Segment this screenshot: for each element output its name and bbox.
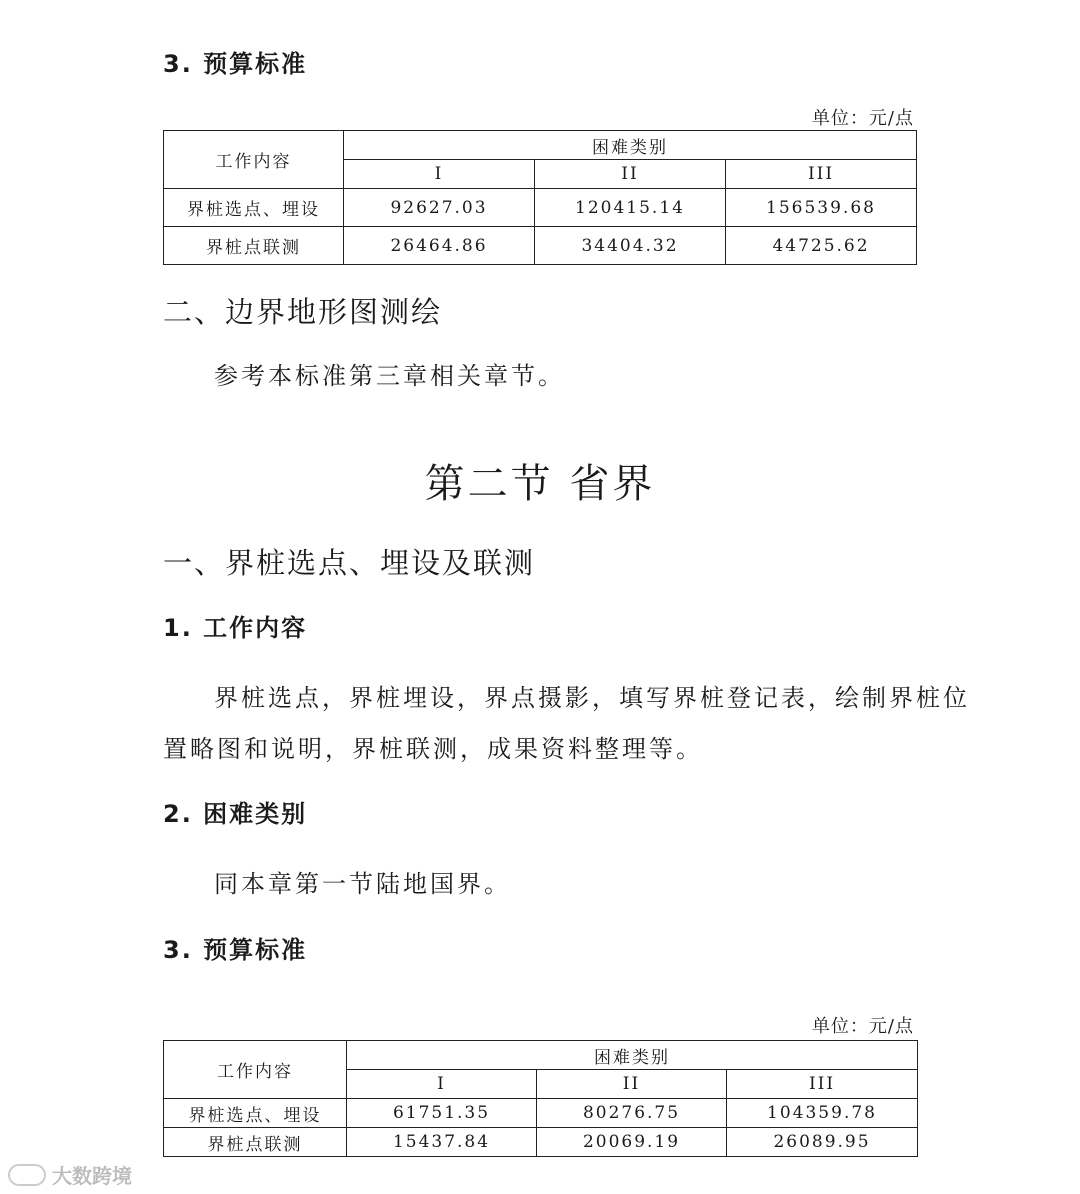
table-cell: 20069.19 (537, 1128, 727, 1157)
budget-table-1 (163, 130, 917, 265)
table-cell: 44725.62 (726, 227, 917, 265)
boundary-map-paragraph: 参考本标准第三章相关章节。 (214, 362, 565, 390)
work-content-line2: 置略图和说明，界桩联测，成果资料整理等。 (163, 735, 703, 763)
level-header: I (344, 160, 535, 189)
table-cell: 120415.14 (535, 189, 726, 227)
table-cell: 104359.78 (727, 1099, 918, 1128)
table-cell: 15437.84 (347, 1128, 537, 1157)
unit-label: 单位：元/点 (811, 108, 914, 129)
work-content-heading: 1. 工作内容 (163, 614, 308, 642)
section-heading: 一、界桩选点、埋设及联测 (163, 546, 536, 580)
row-label: 界桩选点、埋设 (164, 189, 344, 227)
table-cell: 26464.86 (344, 227, 535, 265)
table-cell: 156539.68 (726, 189, 917, 227)
level-header: III (727, 1070, 918, 1099)
level-header: III (726, 160, 917, 189)
table-header-difficulty: 困难类别 (344, 131, 917, 160)
boundary-map-heading: 二、边界地形图测绘 (163, 295, 443, 329)
level-header: II (537, 1070, 727, 1099)
level-header: I (347, 1070, 537, 1099)
unit-label-2: 单位：元/点 (811, 1016, 914, 1037)
table-row (164, 1099, 918, 1128)
watermark-text: 大数跨境 (52, 1164, 132, 1188)
table-cell: 26089.95 (727, 1128, 918, 1157)
difficulty-heading: 2. 困难类别 (163, 800, 308, 828)
table-row (164, 227, 917, 265)
table-row (164, 189, 917, 227)
table-cell: 80276.75 (537, 1099, 727, 1128)
chapter-title: 第二节 省界 (424, 461, 656, 507)
table-header-work: 工作内容 (164, 1041, 347, 1099)
budget-table-2 (163, 1040, 918, 1157)
table-row (164, 1128, 918, 1157)
table-cell: 61751.35 (347, 1099, 537, 1128)
budget-standard-heading: 3. 预算标准 (163, 50, 308, 78)
watermark-logo-icon (8, 1164, 46, 1186)
table-header-difficulty: 困难类别 (347, 1041, 918, 1070)
level-header: II (535, 160, 726, 189)
difficulty-paragraph: 同本章第一节陆地国界。 (214, 870, 511, 898)
table-header-work: 工作内容 (164, 131, 344, 189)
row-label: 界桩选点、埋设 (164, 1099, 347, 1128)
watermark (8, 1160, 132, 1189)
work-content-line1: 界桩选点，界桩埋设，界点摄影，填写界桩登记表，绘制界桩位 (214, 684, 970, 712)
table-cell: 34404.32 (535, 227, 726, 265)
table-cell: 92627.03 (344, 189, 535, 227)
budget-standard-heading-2: 3. 预算标准 (163, 936, 308, 964)
row-label: 界桩点联测 (164, 1128, 347, 1157)
row-label: 界桩点联测 (164, 227, 344, 265)
